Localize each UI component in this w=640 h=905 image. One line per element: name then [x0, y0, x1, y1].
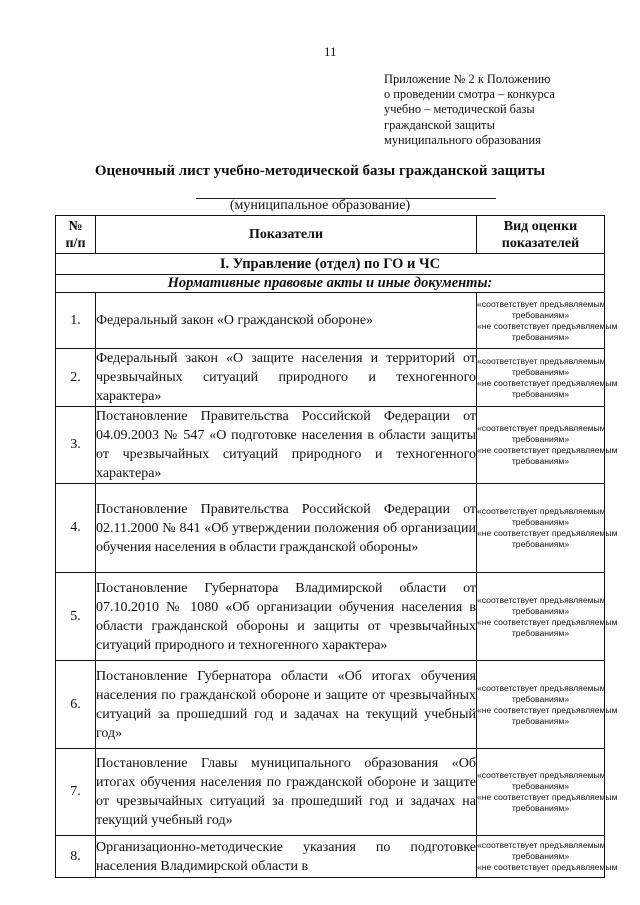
row-indicator: Постановление Правительства Российской Федерации от 04.09.2003 № 547 «О подготовке населения в области защиты от чрезвычайных ситуаций природного и техногенного характера» [96, 407, 477, 484]
row-grade [477, 661, 618, 749]
header-indicators: Показатели [96, 216, 477, 254]
table-row [56, 484, 605, 573]
row-number: 8. [56, 836, 96, 878]
table-row [56, 661, 605, 749]
row-number: 4. [56, 484, 96, 573]
subsection-title: Нормативные правовые акты и иные документы: [56, 275, 605, 293]
grade-line: «соответствует предъявляемым [477, 770, 606, 780]
grade-line: требованиям» [511, 693, 570, 704]
row-number: 1. [56, 293, 96, 349]
grade-line: «не соответствует предъявляемым [477, 528, 618, 538]
row-indicator: Постановление Губернатора Владимирской области от 07.10.2010 № 1080 «Об организации обучения населения в области гражданской обороны и защиты от чрезвычайных ситуаций природного и техногенного характера» [96, 573, 477, 661]
row-grade [477, 573, 618, 661]
table-row [56, 407, 605, 484]
grade-line: требованиям» [511, 715, 570, 726]
grade-line: требованиям» [511, 781, 570, 791]
section-row [56, 254, 605, 275]
row-number: 6. [56, 661, 96, 749]
row-number: 7. [56, 749, 96, 836]
grade-line: требованиям» [511, 627, 570, 638]
grade-line: «не соответствует предъявляемым [477, 792, 618, 802]
grade-line: требованиям» [511, 803, 570, 813]
grade-line: «не соответствует предъявляемым [477, 616, 618, 627]
annex-note [384, 72, 604, 148]
table-row [56, 573, 605, 661]
document-title: Оценочный лист учебно-методической базы гражданской защиты [94, 163, 546, 179]
section-title: I. Управление (отдел) по ГО и ЧС [56, 254, 605, 275]
table-header-row [56, 216, 605, 254]
grade-line: «не соответствует предъявляемым [477, 862, 618, 872]
row-number: 3. [56, 407, 96, 484]
grade-line: «не соответствует предъявляемым [477, 377, 618, 388]
grade-line: «не соответствует предъявляемым [477, 704, 618, 715]
municipality-caption: (муниципальное образование) [229, 198, 411, 213]
grade-line: требованиям» [511, 456, 570, 466]
row-grade [477, 407, 618, 484]
grade-line: «соответствует предъявляемым [477, 506, 606, 516]
row-number: 2. [56, 349, 96, 407]
annex-line: муниципального образования [384, 132, 541, 147]
row-grade [477, 484, 618, 573]
grade-line: «соответствует предъявляемым [477, 594, 606, 605]
grade-line: «соответствует предъявляемым [477, 355, 606, 366]
grade-line: требованиям» [511, 539, 570, 549]
subsection-row [56, 275, 605, 293]
grade-line: требованиям» [511, 851, 570, 861]
page-number: 11 [324, 44, 337, 59]
table-row [56, 836, 605, 878]
header-number-line: п/п [65, 235, 86, 251]
grade-line: «соответствует предъявляемым [477, 840, 606, 850]
annex-line: о проведении смотра – конкурса [384, 87, 555, 102]
grade-line: требованиям» [511, 388, 570, 399]
grade-line: «соответствует предъявляемым [477, 298, 606, 309]
row-indicator: Организационно-методические указания по подготовке населения Владимирской области в [96, 836, 477, 878]
header-grade-line: Вид оценки [503, 218, 578, 234]
annex-line: Приложение № 2 к Положению [384, 72, 551, 86]
grade-line: требованиям» [511, 366, 570, 377]
grade-line: требованиям» [511, 605, 570, 616]
row-grade [477, 749, 618, 836]
header-grade-line: показателей [501, 235, 580, 251]
row-indicator: Постановление Главы муниципального образования «Об итогах обучения населения по гражданской обороне и защите от чрезвычайных ситуаций за прошедший год и задачах на текущий учебный год» [96, 749, 477, 836]
header-number [56, 216, 96, 254]
grade-line: «соответствует предъявляемым [477, 682, 606, 693]
annex-line: гражданской защиты [384, 117, 495, 132]
evaluation-table [55, 215, 618, 878]
row-indicator: Федеральный закон «О защите населения и территорий от чрезвычайных ситуаций природного и техногенного характера» [96, 349, 477, 407]
grade-line: требованиям» [511, 331, 570, 342]
grade-line: требованиям» [511, 517, 570, 527]
table-row [56, 349, 605, 407]
row-indicator: Постановление Правительства Российской Федерации от 02.11.2000 № 841 «Об утверждении положения об организации обучения населения в области гражданской обороны» [96, 484, 477, 573]
row-number: 5. [56, 573, 96, 661]
header-number-line: № [68, 218, 83, 234]
header-grade [477, 216, 605, 254]
row-indicator: Федеральный закон «О гражданской обороне» [96, 293, 477, 349]
grade-line: «не соответствует предъявляемым [477, 320, 618, 331]
grade-line: требованиям» [511, 309, 570, 320]
annex-line: учебно – методической базы [384, 102, 535, 117]
grade-line: «соответствует предъявляемым [477, 423, 606, 433]
row-indicator: Постановление Губернатора области «Об итогах обучения населения по гражданской обороне и защите от чрезвычайных ситуаций за прошедший год и задачах на текущий учебный год» [96, 661, 477, 749]
row-grade [477, 836, 618, 878]
row-grade [477, 349, 618, 407]
table-row [56, 749, 605, 836]
grade-line: «не соответствует предъявляемым [477, 445, 618, 455]
row-grade [477, 293, 618, 349]
table-row [56, 293, 605, 349]
grade-line: требованиям» [511, 434, 570, 444]
